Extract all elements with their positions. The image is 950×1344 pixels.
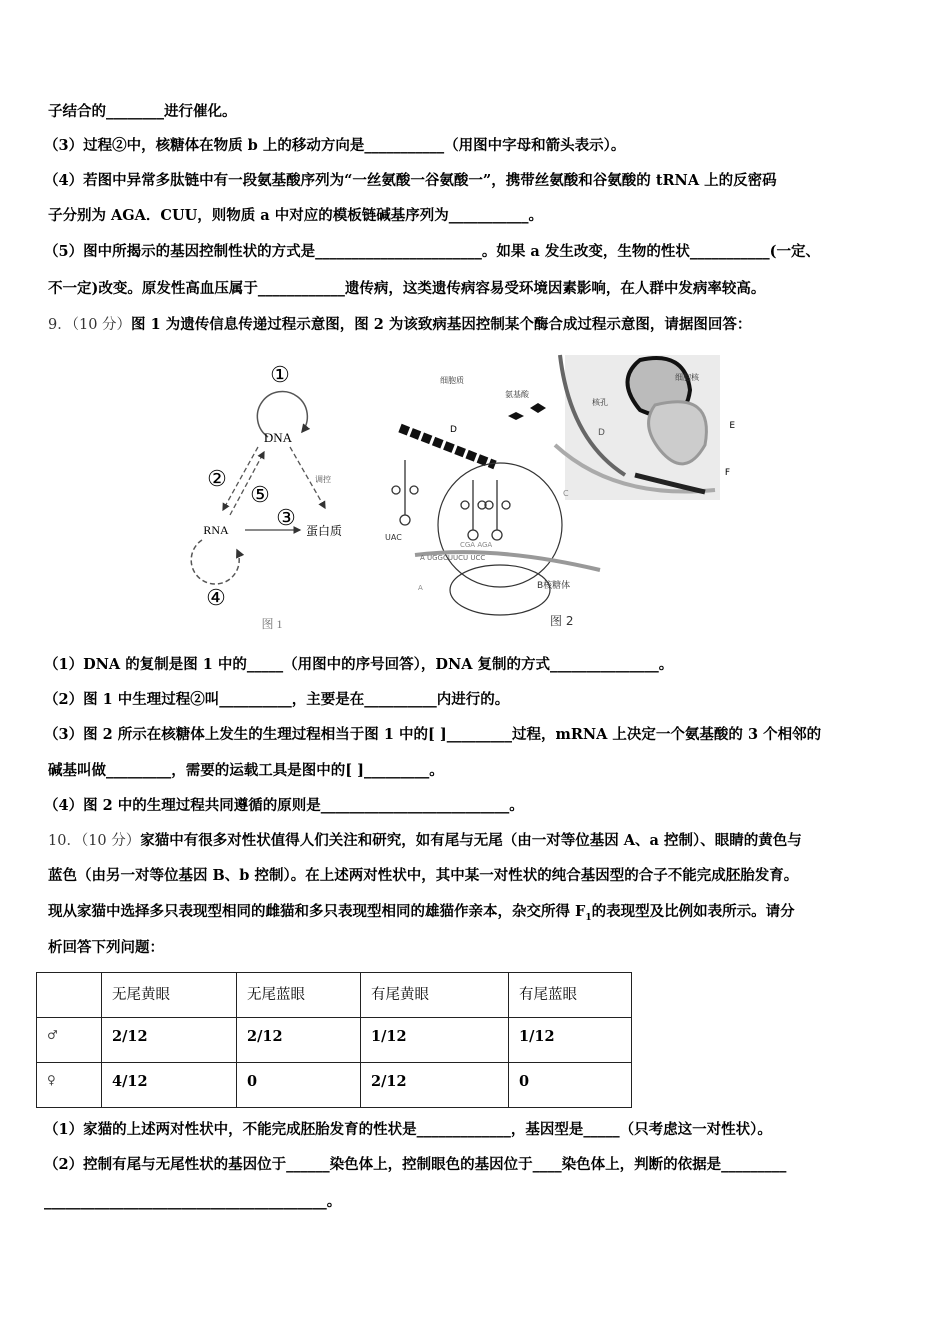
table-header-cell <box>37 973 102 1018</box>
table-cell: 2/12 <box>361 1063 509 1108</box>
table-cell: 1/12 <box>361 1018 509 1063</box>
q9-sub4: （4）图 2 中的生理过程共同遵循的原则是__________________________。 <box>44 797 524 814</box>
q10-stem-line2: 蓝色（由另一对等位基因 B、b 控制）。在上述两对性状中，其中某一对性状的纯合基因型的合子不能完成胚胎发育。 <box>48 867 799 884</box>
ribosome-large-subunit <box>438 463 562 587</box>
nucleus-label: 细胞核 <box>675 373 699 382</box>
f1-subscript: 1 <box>585 912 592 923</box>
ribosome-label: B核糖体 <box>537 581 571 591</box>
table-header-row <box>37 973 632 1018</box>
table-cell: 0 <box>509 1063 632 1108</box>
q9-sub1: （1）DNA 的复制是图 1 中的_____（用图中的序号回答），DNA 复制的方式_______________。 <box>44 656 674 673</box>
q10-sub2-line1: （2）控制有尾与无尾性状的基因位于______染色体上，控制眼色的基因位于____染色体上，判断的依据是_________ <box>44 1156 787 1173</box>
q9-sub3-line1: （3）图 2 所示在核糖体上发生的生理过程相当于图 1 中的[ ]_________过程，mRNA 上决定一个氨基酸的 3 个相邻的 <box>44 726 822 743</box>
table-cell-sex: ♀ <box>37 1063 102 1108</box>
rna-replication-loop-arrow <box>191 540 239 584</box>
circle-2-label: ② <box>207 466 227 491</box>
q9-stem-text: 图 1 为遗传信息传递过程示意图，图 2 为该致病基因控制某个酶合成过程示意图，请据图回答： <box>131 316 752 333</box>
q8-sub4-line2: 子分别为 AGA．CUU，则物质 a 中对应的模板链碱基序列为___________。 <box>48 207 544 224</box>
q9-sub3-line2: 碱基叫做_________，需要的运载工具是图中的[ ]_________。 <box>48 762 444 779</box>
a-label: A <box>418 584 423 592</box>
table-cell: 4/12 <box>102 1063 237 1108</box>
phenotype-ratio-table <box>36 972 632 1108</box>
figure-1-diagram <box>180 350 343 640</box>
d-label: D <box>450 425 457 435</box>
circle-5-label: ⑤ <box>250 482 270 507</box>
table-cell-sex: ♂ <box>37 1018 102 1063</box>
q8-line1: 子结合的________进行催化。 <box>48 103 237 120</box>
q10-sub1: （1）家猫的上述两对性状中，不能完成胚胎发育的性状是_____________，基因型是_____（只考虑这一对性状）。 <box>44 1121 772 1138</box>
figure-2-caption: 图 2 <box>550 614 574 628</box>
q10-stem-text3b: 的表现型及比例如表所示。请分 <box>591 903 795 920</box>
q10-stem-line4: 析回答下列问题： <box>48 939 164 956</box>
table-header-cell: 有尾黄眼 <box>361 973 509 1018</box>
table-header-cell: 有尾蓝眼 <box>509 973 632 1018</box>
amino-acid-icons <box>508 403 546 420</box>
q8-sub3: （3）过程②中，核糖体在物质 b 上的移动方向是___________（用图中字母和箭头表示）。 <box>44 137 626 154</box>
table-cell: 0 <box>237 1063 361 1108</box>
cytoplasm-label: 细胞质 <box>440 376 464 385</box>
amino-acid-label: 氨基酸 <box>505 390 529 399</box>
trna-molecules <box>392 460 510 540</box>
table-cell: 2/12 <box>237 1018 361 1063</box>
pore-label: 核孔 <box>592 398 608 407</box>
d2-label: D <box>598 428 605 438</box>
table-header-cell: 无尾蓝眼 <box>237 973 361 1018</box>
circle-1-label: ① <box>270 362 290 387</box>
c-label: C <box>563 489 569 498</box>
figure-2-diagram <box>385 350 735 640</box>
table-cell: 2/12 <box>102 1018 237 1063</box>
regulate-label: 调控 <box>315 475 331 484</box>
q10-stem-text1: 家猫中有很多对性状值得人们关注和研究，如有尾与无尾（由一对等位基因 A、a 控制）、眼睛的黄色与 <box>140 832 802 849</box>
table-cell: 1/12 <box>509 1018 632 1063</box>
table-row-female <box>37 1063 632 1108</box>
anticodons-label: CGA AGA <box>460 541 493 549</box>
q8-sub4-line1: （4）若图中异常多肽链中有一段氨基酸序列为“一丝氨酸一谷氨酸一”，携带丝氨酸和谷氨酸的 tRNA 上的反密码 <box>44 172 777 189</box>
polypeptide-chain <box>400 428 495 465</box>
q8-sub5-line1: （5）图中所揭示的基因控制性状的方式是_______________________。如果 a 发生改变，生物的性状___________(一定、 <box>44 243 820 260</box>
dna-label: DNA <box>263 430 293 445</box>
table-header-cell: 无尾黄眼 <box>102 973 237 1018</box>
table-row-male <box>37 1018 632 1063</box>
codons-label: A UGGCUUCU UCC <box>420 554 486 562</box>
circle-4-label: ④ <box>206 585 226 610</box>
f-label: F <box>724 468 730 478</box>
q9-stem <box>48 316 751 334</box>
q10-stem-line3 <box>48 903 795 927</box>
q9-number: 9．（10 分） <box>48 317 132 333</box>
q10-number: 10．（10 分） <box>48 833 141 849</box>
q10-stem-line1 <box>48 832 802 850</box>
ribosome-small-subunit <box>450 565 550 615</box>
circle-3-label: ③ <box>276 505 296 530</box>
q8-sub5-line2: 不一定)改变。原发性高血压属于____________遗传病，这类遗传病容易受环境因素影响，在人群中发病率较高。 <box>48 280 766 297</box>
q10-sub2-line2: _______________________________________。 <box>44 1193 342 1210</box>
uac-label: UAC <box>385 533 402 542</box>
q10-stem-text3a: 现从家猫中选择多只表现型相同的雌猫和多只表现型相同的雄猫作亲本，杂交所得 F <box>48 903 586 920</box>
protein-label: 蛋白质 <box>306 524 343 538</box>
e-label: E <box>729 421 735 431</box>
figure-1-caption: 图 1 <box>261 617 283 631</box>
q9-sub2: （2）图 1 中生理过程②叫__________，主要是在__________内进行的。 <box>44 691 510 708</box>
rna-label: RNA <box>203 523 229 537</box>
